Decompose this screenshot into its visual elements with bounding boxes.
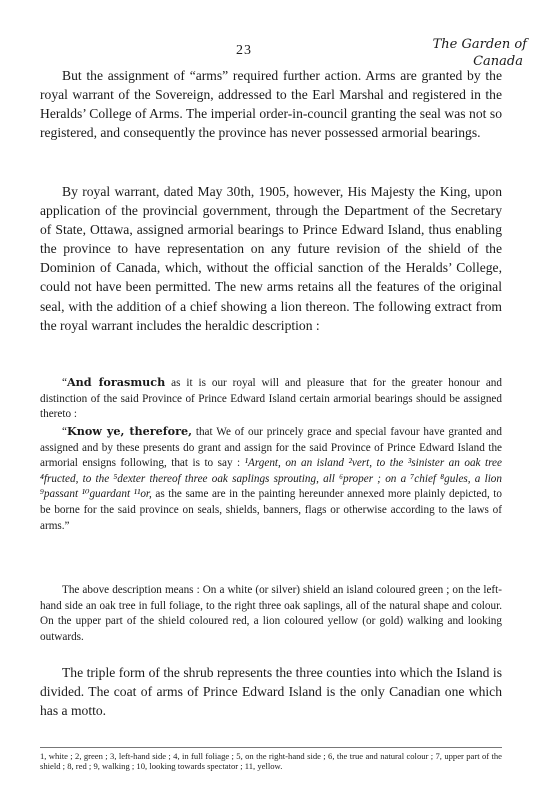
extract-forasmuch-text: as it is our royal will and pleasure that for the greater honour and distinction of the said Province of Prince Edward Island certain armorial bearings should be assigned thereto :: [40, 377, 502, 421]
blackletter-forasmuch: And forasmuch: [66, 375, 166, 389]
running-title: [433, 36, 527, 70]
extract-forasmuch: [40, 375, 502, 423]
quote-mark: “: [62, 426, 67, 438]
footnote: 1, white ; 2, green ; 3, left-hand side ; 4, in full foliage ; 5, on the right-hand side ; 6, the true and natural colour ; 7, upper part of the shield ; 8, red ; 9, walking ; 10, looking towards spectator ; 11, yellow.: [40, 747, 502, 772]
running-title-line2: Canada: [473, 54, 523, 69]
paragraph-arms-assignment: But the assignment of “arms” required further action. Arms are granted by the royal warrant of the Sovereign, addressed to the Earl Marshal and registered in the Heralds’ College of Arms. The imperial order-in-council granting the seal was not so registered, and consequently the province has never possessed armorial bearings.: [40, 68, 502, 141]
extract-know-ye-text: that We of our princely grace and special favour have granted and assigned and by these presents do grant and assign for the said Province of Prince Edward Island the armorial ensigns following, that is to say :: [40, 426, 502, 470]
blackletter-know-ye: Know ye, therefore,: [66, 424, 192, 438]
paragraph-triple-shrub: The triple form of the shrub represents the three counties into which the Island is divided. The coat of arms of Prince Edward Island is the only Canadian one which has a motto.: [40, 665, 502, 719]
running-title-line1: The Garden of: [432, 37, 527, 52]
description-paragraph: The above description means : On a white (or silver) shield an island coloured green ; on the left-hand side an oak tree in full foliage, to the right three oak saplings, all of the natural shape and colour. On the upper part of the shield coloured red, a lion coloured yellow (or gold) walking and looking outwards.: [40, 584, 502, 643]
extract-know-ye: [40, 424, 502, 534]
extract-know-ye-end: as the same are in the painting hereunder annexed more plainly depicted, to be borne for the said province on seals, shields, banners, flags or otherwise according to the laws of arms.”: [40, 488, 502, 532]
heraldic-blazon: ¹Argent, on an island ²vert, to the ³sinister an oak tree ⁴fructed, to the ⁵dexter thereof three oak saplings sprouting, all ⁶proper ; on a ⁷chief ⁸gules, a lion ⁹passant ¹⁰guardant ¹¹or,: [40, 457, 502, 501]
paragraph-royal-warrant: By royal warrant, dated May 30th, 1905, however, His Majesty the King, upon application of the provincial government, through the Department of the Secretary of State, Ottawa, assigned armorial bearings to Prince Edward Island, thus enabling the province to have representation on any future revision of the shield of the Dominion of Canada, which, without the official sanction of the Heralds’ College, could not have been permitted. The new arms retains all the features of the original seal, with the addition of a chief showing a lion thereon. The following extract from the royal warrant includes the heraldic description :: [40, 184, 502, 333]
page-number: 23: [236, 43, 252, 58]
quote-mark: “: [62, 377, 67, 389]
